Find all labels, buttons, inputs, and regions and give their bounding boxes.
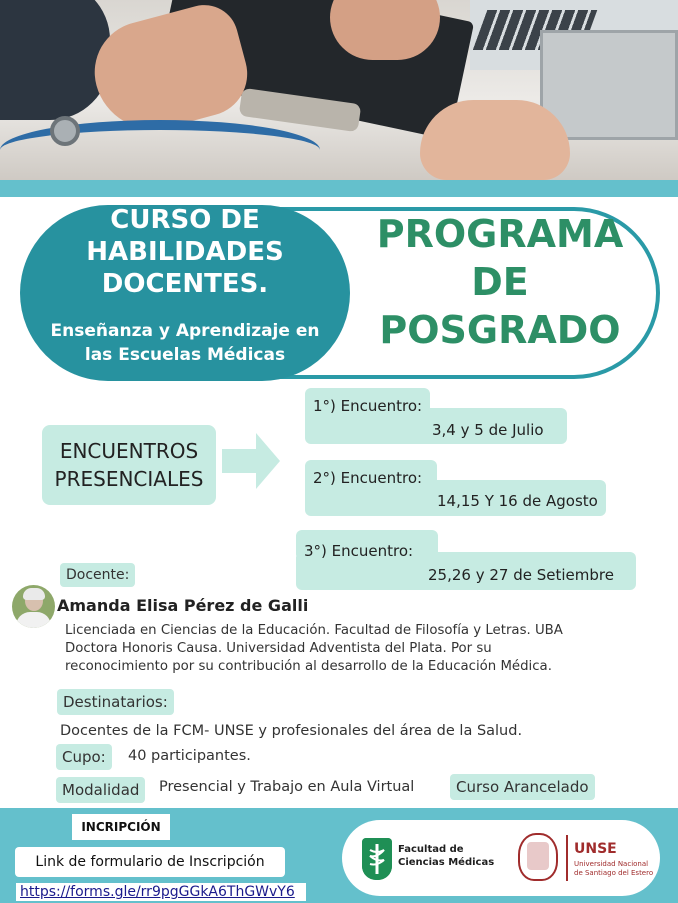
modalidad-label: Modalidad [56, 777, 145, 803]
hand-right-shape [330, 0, 440, 60]
course-title-line: CURSO DE [110, 205, 260, 235]
course-title-line: DOCENTES. [101, 269, 269, 299]
encuentro-2-date: 14,15 Y 16 de Agosto [437, 492, 598, 510]
destinatarios-text: Docentes de la FCM- UNSE y profesionales del área de la Salud. [60, 723, 523, 739]
logo-divider [566, 835, 568, 881]
course-title-line: HABILIDADES [86, 237, 284, 267]
encuentro-2-title: 2°) Encuentro: [313, 469, 423, 487]
sleeve-shape [0, 0, 110, 120]
arancelado-badge: Curso Arancelado [450, 774, 595, 800]
hero-photo [0, 0, 678, 180]
hand-bottom-shape [420, 100, 570, 180]
docente-label: Docente: [60, 563, 135, 587]
bio-line: Licenciada en Ciencias de la Educación. Facultad de Filosofía y Letras. UBA [65, 623, 563, 638]
course-subtitle [20, 319, 350, 367]
stethoscope-tube-shape [0, 120, 320, 180]
encuentro-3-date: 25,26 y 27 de Setiembre [428, 566, 614, 584]
course-title [20, 204, 350, 300]
fcm-logo-icon [362, 838, 392, 880]
program-title-line: POSGRADO [379, 308, 621, 352]
destinatarios-label: Destinatarios: [57, 689, 174, 715]
unse-seal-inner [527, 842, 549, 870]
program-title [355, 210, 645, 354]
docente-bio [65, 622, 675, 676]
program-title-line: DE [471, 260, 529, 304]
inscripcion-link-label: Link de formulario de Inscripción [15, 847, 285, 877]
bio-line: reconocimiento por su contribución al desarrollo de la Educación Médica. [65, 659, 552, 674]
arrow-right-icon [222, 431, 282, 491]
encuentros-label-line: PRESENCIALES [54, 467, 204, 491]
encuentro-3-title: 3°) Encuentro: [304, 542, 414, 560]
encuentro-1-title: 1°) Encuentro: [313, 397, 423, 415]
encuentros-box [42, 425, 216, 505]
modalidad-value: Presencial y Trabajo en Aula Virtual [159, 779, 415, 795]
encuentros-label-line: ENCUENTROS [59, 439, 199, 463]
cupo-value: 40 participantes. [128, 748, 251, 764]
avatar [12, 585, 55, 628]
cupo-label: Cupo: [56, 744, 112, 770]
fcm-logo-text: Facultad de Ciencias Médicas [398, 844, 495, 868]
bio-line: Doctora Honoris Causa. Universidad Adventista del Plata. Por su [65, 641, 492, 656]
course-subtitle-line: las Escuelas Médicas [84, 345, 286, 365]
inscripcion-url-link[interactable]: https://forms.gle/rr9pgGGkA6ThGWvY6 [16, 883, 306, 901]
stethoscope-icon [50, 116, 80, 146]
top-band [0, 180, 678, 197]
encuentro-1-date: 3,4 y 5 de Julio [432, 421, 544, 439]
program-title-line: PROGRAMA [376, 212, 624, 256]
inscripcion-label: INCRIPCIÓN [72, 814, 170, 840]
unse-logo-text: UNSE [574, 841, 617, 857]
course-subtitle-line: Enseñanza y Aprendizaje en [50, 321, 320, 341]
docente-name: Amanda Elisa Pérez de Galli [57, 596, 309, 615]
unse-logo-subtitle: Universidad Nacional de Santiago del Estero [574, 860, 654, 877]
